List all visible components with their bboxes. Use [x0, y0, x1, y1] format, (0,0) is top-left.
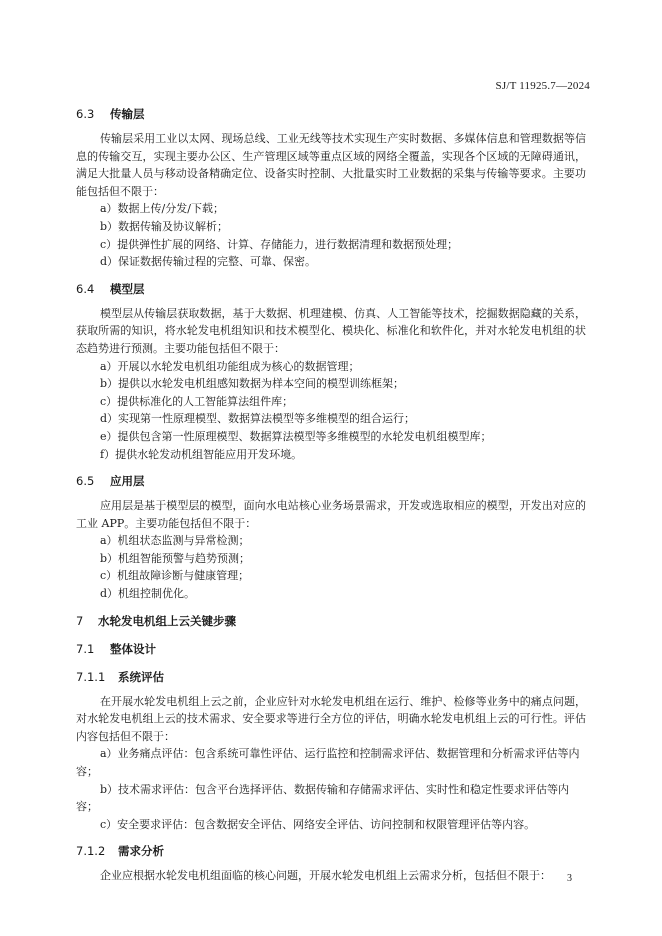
list-item: e）提供包含第一性原理模型、数据算法模型等多维模型的水轮发电机组模型库；: [100, 429, 492, 443]
list-item: a）数据上传/分发/下载；: [100, 202, 224, 216]
section-heading-6-4: [76, 279, 586, 299]
document-code: SJ/T 11925.7—2024: [495, 80, 590, 92]
list-item: b）机组智能预警与趋势预测；: [100, 551, 251, 565]
section-number: 7.1: [76, 641, 95, 656]
section-number: 6.4: [76, 281, 95, 296]
section-number: 6.3: [76, 107, 95, 121]
paragraph: 应用层是基于模型层的模型，面向水电站核心业务场景需求，开发或选取相应的模型，开发出对应的工业 APP。主要功能包括但不限于：: [76, 499, 586, 530]
section-title: 水轮发电机组上云关键步骤: [98, 613, 237, 628]
section-title: 传输层: [110, 107, 145, 121]
list-item: f）提供水轮发动机组智能应用开发环境。: [100, 447, 303, 461]
list-item: a）业务痛点评估：包含系统可靠性评估、运行监控和控制需求评估、数据管理和分析需求评估等内容；: [76, 747, 580, 779]
section-title: 整体设计: [110, 641, 157, 656]
section-heading-7-1: [76, 639, 586, 659]
list-item: d）保证数据传输过程的完整、可靠、保密。: [100, 255, 317, 269]
section-number: 7.1.1: [76, 669, 106, 684]
list-item: c）提供弹性扩展的网络、计算、存储能力，进行数据清理和数据预处理；: [100, 237, 459, 251]
list-item: d）机组控制优化。: [100, 587, 196, 601]
page-number: 3: [567, 873, 572, 884]
list-item: b）技术需求评估：包含平台选择评估、数据传输和存储需求评估、实时性和稳定性要求评估等内容；: [76, 782, 570, 814]
section-number: 6.5: [76, 474, 95, 489]
document-body: [76, 104, 586, 885]
list-item: b）提供以水轮发电机组感知数据为样本空间的模型训练框架；: [100, 377, 405, 391]
section-title: 需求分析: [118, 844, 165, 859]
paragraph: 企业应根据水轮发电机组面临的核心问题，开展水轮发电机组上云需求分析，包括但不限于：: [100, 869, 551, 883]
list-item: c）安全要求评估：包含数据安全评估、网络安全评估、访问控制和权限管理评估等内容。: [100, 817, 536, 831]
section-heading-7-1-1: [76, 667, 586, 687]
section-heading-7-1-2: [76, 841, 586, 861]
section-title: 应用层: [110, 474, 145, 489]
section-number: 7: [76, 613, 84, 628]
list-item: b）数据传输及协议解析；: [100, 219, 229, 233]
list-item: a）机组状态监测与异常检测；: [100, 534, 250, 548]
section-heading-6-3: [76, 104, 586, 124]
list-item: d）实现第一性原理模型、数据算法模型等多维模型的组合运行；: [100, 412, 416, 426]
list-item: c）机组故障诊断与健康管理；: [100, 569, 250, 583]
paragraph: 在开展水轮发电机组上云之前，企业应针对水轮发电机组在运行、维护、检修等业务中的痛点问题，对水轮发电机组上云的技术需求、安全要求等进行全方位的评估，明确水轮发电机组上云的可行性。评估内容包括但不限于：: [76, 694, 586, 743]
section-title: 模型层: [110, 281, 145, 296]
section-number: 7.1.2: [76, 844, 106, 859]
section-heading-7: [76, 611, 586, 631]
list-item: a）开展以水轮发电机组功能组成为核心的数据管理；: [100, 359, 360, 373]
section-title: 系统评估: [118, 669, 165, 684]
list-item: c）提供标准化的人工智能算法组件库；: [100, 394, 294, 408]
paragraph: 传输层采用工业以太网、现场总线、工业无线等技术实现生产实时数据、多媒体信息和管理数据等信息的传输交互，实现主要办公区、生产管理区域等重点区域的网络全覆盖，实现各个区域的无障碍通讯，满足大批量人员与移动设备精确定位、设备实时控制、大批量实时工业数据的采集与传输等要求。主要功能包括但不限于：: [76, 132, 586, 198]
paragraph: 模型层从传输层获取数据，基于大数据、机理建模、仿真、人工智能等技术，挖掘数据隐藏的关系，获取所需的知识，将水轮发电机组知识和技术模型化、模块化、标准化和软件化，并对水轮发电机组的状态趋势进行预测。主要功能包括但不限于：: [76, 306, 586, 355]
section-heading-6-5: [76, 471, 586, 491]
